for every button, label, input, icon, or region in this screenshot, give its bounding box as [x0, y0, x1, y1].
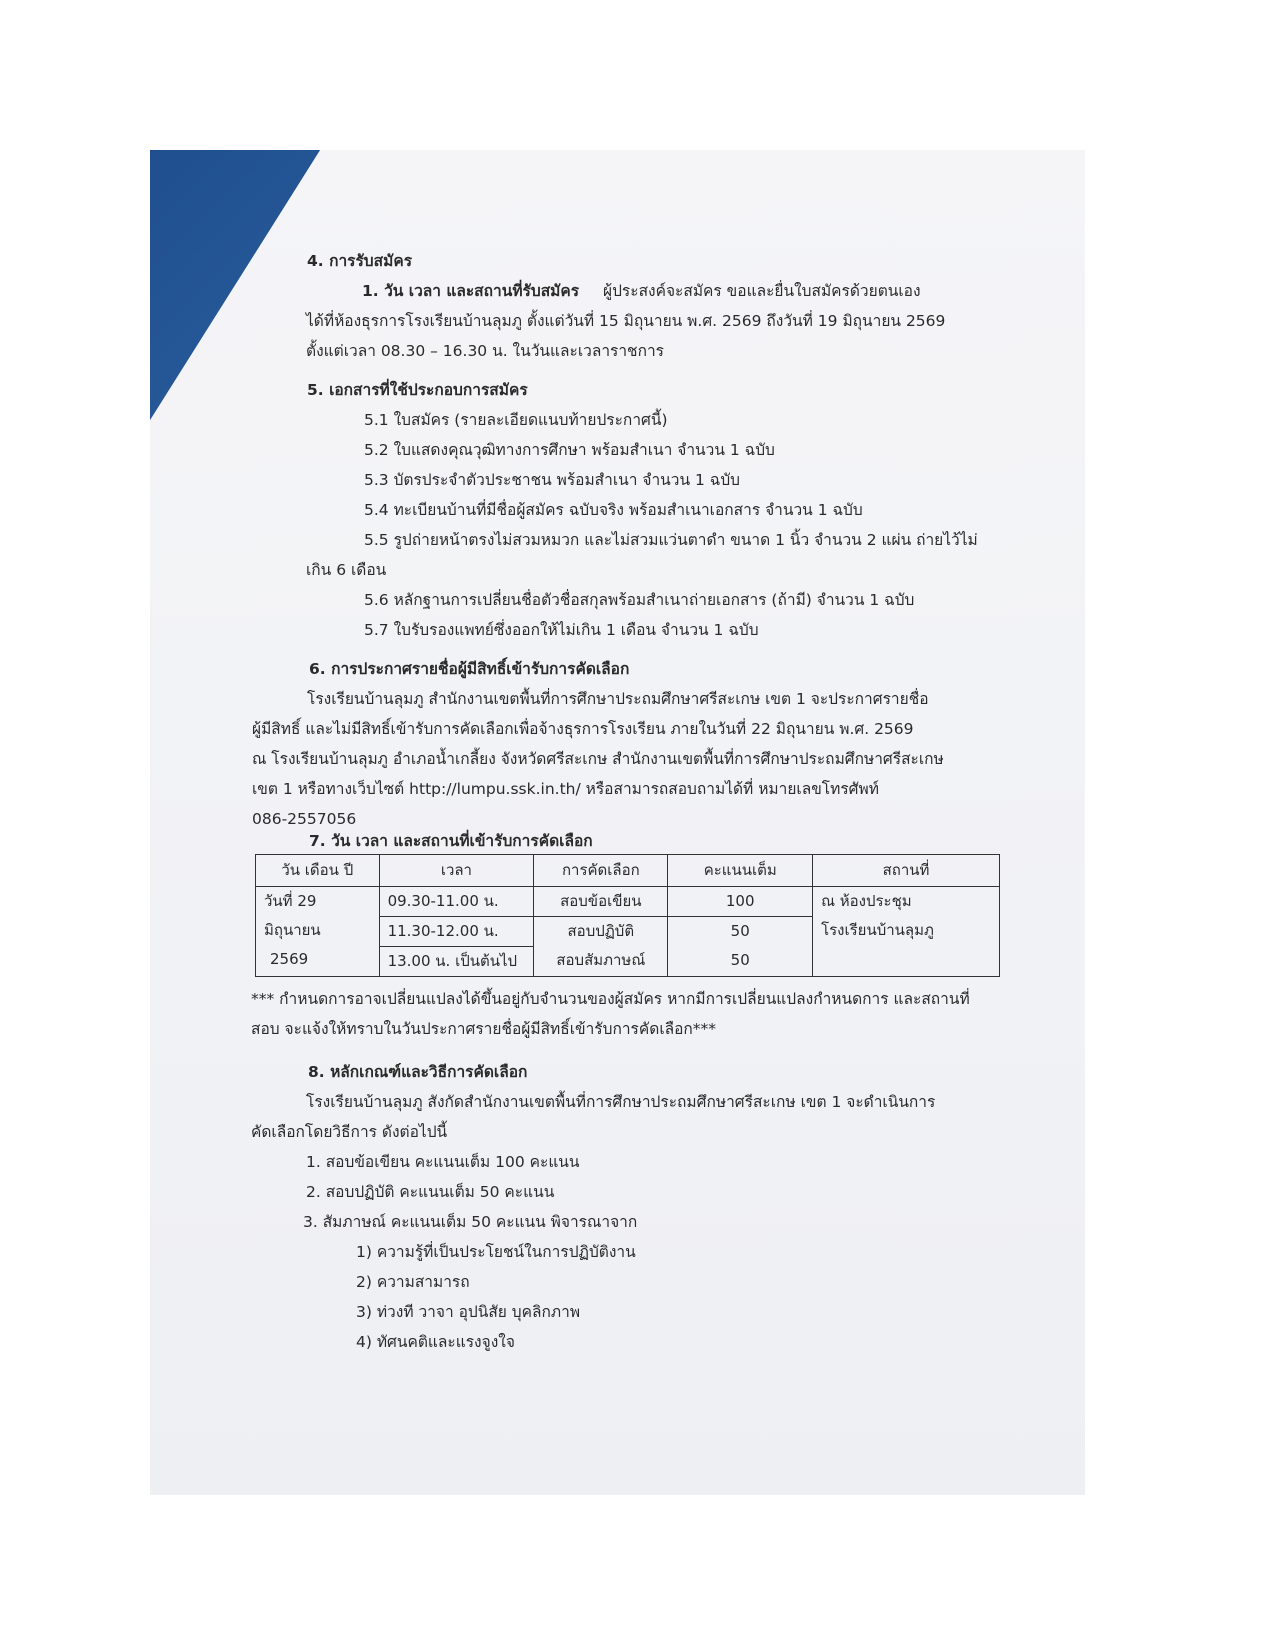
section6-line: โรงเรียนบ้านลุมภู สำนักงานเขตพื้นที่การศึกษาประถมศึกษาศรีสะเกษ เขต 1 จะประกาศรายชื่อ [307, 690, 929, 708]
table-header-row [256, 855, 1000, 887]
place-line: ณ ห้องประชุม [821, 892, 912, 910]
section5-item: 5.7 ใบรับรองแพทย์ซึ่งออกให้ไม่เกิน 1 เดือน จำนวน 1 ฉบับ [364, 621, 759, 639]
section5-item: 5.3 บัตรประจำตัวประชาชน พร้อมสำเนา จำนวน 1 ฉบับ [364, 471, 740, 489]
date-line: 2569 [270, 950, 309, 968]
table-header-cell: สถานที่ [813, 855, 1000, 887]
date-line: วันที่ 29 [264, 892, 317, 910]
table-header-cell: การคัดเลือก [534, 855, 668, 887]
note-line: สอบ จะแจ้งให้ทราบในวันประกาศรายชื่อผู้มีสิทธิ์เข้ารับการคัดเลือก*** [251, 1020, 717, 1038]
section8-subitem: 1) ความรู้ที่เป็นประโยชน์ในการปฏิบัติงาน [356, 1243, 636, 1261]
section5-item: 5.5 รูปถ่ายหน้าตรงไม่สวมหมวก และไม่สวมแว่นตาดำ ขนาด 1 นิ้ว จำนวน 2 แผ่น ถ่ายไว้ไม่ [364, 531, 978, 549]
section8-intro: โรงเรียนบ้านลุมภู สังกัดสำนักงานเขตพื้นที่การศึกษาประถมศึกษาศรีสะเกษ เขต 1 จะดำเนินการ [306, 1093, 936, 1111]
section6-phone: 086-2557056 [252, 810, 357, 828]
section8-heading: 8. หลักเกณฑ์และวิธีการคัดเลือก [308, 1063, 528, 1081]
section8-subitem: 2) ความสามารถ [356, 1273, 470, 1291]
section8-intro: คัดเลือกโดยวิธีการ ดังต่อไปนี้ [251, 1123, 448, 1141]
section8-item: 3. สัมภาษณ์ คะแนนเต็ม 50 คะแนน พิจารณาจาก [303, 1213, 638, 1231]
table-header-cell: เวลา [379, 855, 534, 887]
section4-heading: 4. การรับสมัคร [307, 252, 413, 270]
method-cell [534, 887, 668, 977]
section6-line: ผู้มีสิทธิ์ และไม่มีสิทธิ์เข้ารับการคัดเลือกเพื่อจ้างธุรการโรงเรียน ภายในวันที่ 22 มิถุนายน พ.ศ. 2569 [252, 720, 914, 738]
date-cell [256, 887, 380, 977]
method-value: สอบปฏิบัติ [567, 922, 635, 940]
place-cell [813, 887, 1000, 977]
section4-line: ได้ที่ห้องธุรการโรงเรียนบ้านลุมภู ตั้งแต่วันที่ 15 มิถุนายน พ.ศ. 2569 ถึงวันที่ 19 มิถุนายน 2569 [306, 312, 946, 330]
score-value: 50 [730, 951, 750, 969]
time-value: 13.00 น. เป็นต้นไป [387, 952, 518, 970]
score-cell [668, 887, 813, 977]
method-value: สอบสัมภาษณ์ [556, 951, 646, 969]
time-value: 09.30-11.00 น. [380, 887, 534, 917]
table-row [256, 887, 1000, 977]
date-line: มิถุนายน [264, 921, 321, 939]
note-line: *** กำหนดการอาจเปลี่ยนแปลงได้ขึ้นอยู่กับจำนวนของผู้สมัคร หากมีการเปลี่ยนแปลงกำหนดการ และสถานที่ [251, 990, 970, 1008]
table-header-cell: คะแนนเต็ม [668, 855, 813, 887]
section8-subitem: 3) ท่วงที วาจา อุปนิสัย บุคลิกภาพ [356, 1303, 581, 1321]
section6-heading: 6. การประกาศรายชื่อผู้มีสิทธิ์เข้ารับการคัดเลือก [309, 660, 630, 678]
place-line: โรงเรียนบ้านลุมภู [821, 921, 934, 939]
section8-subitem: 4) ทัศนคติและแรงจูงใจ [356, 1333, 515, 1351]
section4-line: ตั้งแต่เวลา 08.30 – 16.30 น. ในวันและเวลาราชการ [306, 342, 664, 360]
section4-line: ผู้ประสงค์จะสมัคร ขอและยื่นใบสมัครด้วยตนเอง [603, 282, 921, 300]
schedule-table [255, 854, 1000, 977]
score-value: 100 [668, 887, 812, 917]
time-value: 11.30-12.00 น. [380, 917, 534, 947]
section5-heading: 5. เอกสารที่ใช้ประกอบการสมัคร [307, 381, 528, 399]
section5-item: 5.4 ทะเบียนบ้านที่มีชื่อผู้สมัคร ฉบับจริง พร้อมสำเนาเอกสาร จำนวน 1 ฉบับ [364, 501, 863, 519]
table-header-cell: วัน เดือน ปี [256, 855, 380, 887]
section6-line: เขต 1 หรือทางเว็บไซต์ http://lumpu.ssk.in.th/ หรือสามารถสอบถามได้ที่ หมายเลขโทรศัพท์ [252, 780, 879, 798]
method-value: สอบข้อเขียน [534, 887, 667, 917]
section8-item: 1. สอบข้อเขียน คะแนนเต็ม 100 คะแนน [306, 1153, 580, 1171]
section5-item: 5.1 ใบสมัคร (รายละเอียดแนบท้ายประกาศนี้) [364, 411, 668, 429]
section5-item-continued: เกิน 6 เดือน [306, 561, 387, 579]
score-value: 50 [730, 922, 750, 940]
section5-item: 5.6 หลักฐานการเปลี่ยนชื่อตัวชื่อสกุลพร้อมสำเนาถ่ายเอกสาร (ถ้ามี) จำนวน 1 ฉบับ [364, 591, 915, 609]
section4-item1-title: 1. วัน เวลา และสถานที่รับสมัคร [362, 282, 580, 300]
section6-line: ณ โรงเรียนบ้านลุมภู อำเภอน้ำเกลี้ยง จังหวัดศรีสะเกษ สำนักงานเขตพื้นที่การศึกษาประถมศึกษาศรีสะเกษ [252, 750, 944, 768]
time-cell [379, 887, 534, 977]
section7-heading: 7. วัน เวลา และสถานที่เข้ารับการคัดเลือก [309, 832, 593, 850]
section8-item: 2. สอบปฏิบัติ คะแนนเต็ม 50 คะแนน [306, 1183, 555, 1201]
section5-item: 5.2 ใบแสดงคุณวุฒิทางการศึกษา พร้อมสำเนา จำนวน 1 ฉบับ [364, 441, 775, 459]
